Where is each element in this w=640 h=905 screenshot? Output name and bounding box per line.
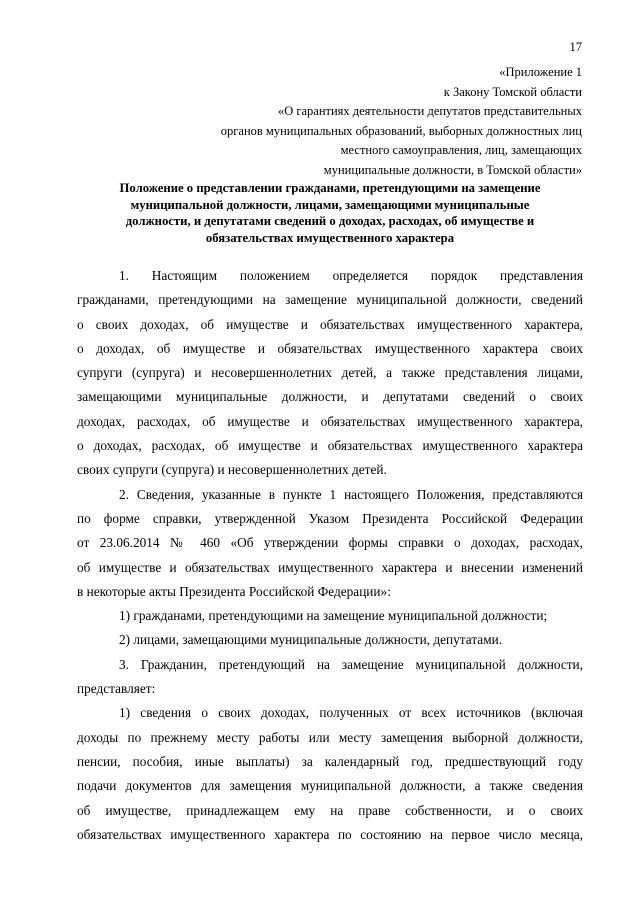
appendix-header: [82, 63, 582, 180]
document-title: [75, 180, 585, 246]
appendix-line: «Приложение 1: [499, 65, 582, 79]
paragraph-3: [77, 653, 583, 702]
paragraph-line: по форме справки, утвержденной Указом Президента Российской Федерации: [77, 510, 583, 526]
paragraph-line: обязательствах имущественного характера по состоянию на первое число месяца,: [77, 826, 583, 842]
document-body: [77, 264, 583, 847]
appendix-line: местного самоуправления, лиц, замещающих: [340, 143, 582, 157]
paragraph-1: [77, 264, 583, 483]
paragraph-line: 1) гражданами, претендующими на замещение муниципальной должности;: [119, 608, 548, 624]
paragraph-line: доходах, расходах, об имуществе и обязательствах имущественного характера,: [77, 413, 583, 429]
paragraph-2-item-2: [77, 628, 583, 652]
paragraph-3-item-1: [77, 701, 583, 847]
paragraph-line: 1) сведения о своих доходах, полученных от всех источников (включая: [119, 705, 583, 721]
paragraph-line: подачи документов для замещения муниципальной должности, а также сведения: [77, 778, 583, 794]
paragraph-line: 2. Сведения, указанные в пункте 1 настоящего Положения, представляются: [119, 486, 583, 502]
appendix-line: к Закону Томской области: [443, 84, 582, 99]
paragraph-line: об имуществе, принадлежащем ему на праве собственности, и о своих: [77, 802, 583, 818]
appendix-line: органов муниципальных образований, выборных должностных лиц: [220, 123, 582, 138]
title-line: должности, и депутатами сведений о доходах, расходах, об имуществе и: [125, 214, 535, 228]
title-line: муниципальной должности, лицами, замещающими муниципальные: [130, 197, 530, 212]
paragraph-line: о своих доходах, об имуществе и обязательствах имущественного характера,: [77, 316, 583, 332]
title-line: обязательствах имущественного характера: [205, 230, 455, 245]
title-line: Положение о представлении гражданами, претендующими на замещение: [119, 181, 541, 195]
paragraph-line: пенсии, пособия, иные выплаты) за календарный год, предшествующий году: [77, 753, 583, 769]
paragraph-line: об имуществе и обязательствах имущественного характера и внесении изменений: [77, 559, 583, 575]
appendix-line: муниципальные должности, в Томской области»: [323, 162, 582, 177]
paragraph-line: о доходах, расходах, об имуществе и обязательствах имущественного характера: [77, 438, 583, 454]
paragraph-line: в некоторые акты Президента Российской Федерации»:: [77, 583, 391, 599]
paragraph-line: 3. Гражданин, претендующий на замещение муниципальной должности,: [119, 656, 583, 672]
paragraph-line: замещающими муниципальные должности, и депутатами сведений о своих: [77, 389, 583, 405]
paragraph-2: [77, 483, 583, 604]
paragraph-2-item-1: [77, 604, 583, 628]
paragraph-line: о доходах, об имуществе и обязательствах имущественного характера своих: [77, 340, 583, 356]
paragraph-line: представляет:: [77, 681, 156, 697]
paragraph-line: своих супруги (супруга) и несовершеннолетних детей.: [77, 462, 387, 478]
page-number: 17: [569, 40, 582, 54]
paragraph-line: гражданами, претендующими на замещение муниципальной должности, сведений: [77, 292, 583, 308]
paragraph-line: доходы по прежнему месту работы или месту замещения выборной должности,: [77, 729, 583, 745]
appendix-line: «О гарантиях деятельности депутатов представительных: [277, 104, 582, 118]
paragraph-line: 2) лицами, замещающими муниципальные должности, депутатами.: [119, 632, 503, 648]
paragraph-line: супруги (супруга) и несовершеннолетних детей, а также представления лицами,: [77, 365, 583, 381]
paragraph-line: 1. Настоящим положением определяется порядок представления: [119, 268, 583, 283]
paragraph-line: от 23.06.2014 № 460 «Об утверждении формы справки о доходах, расходах,: [77, 535, 583, 551]
